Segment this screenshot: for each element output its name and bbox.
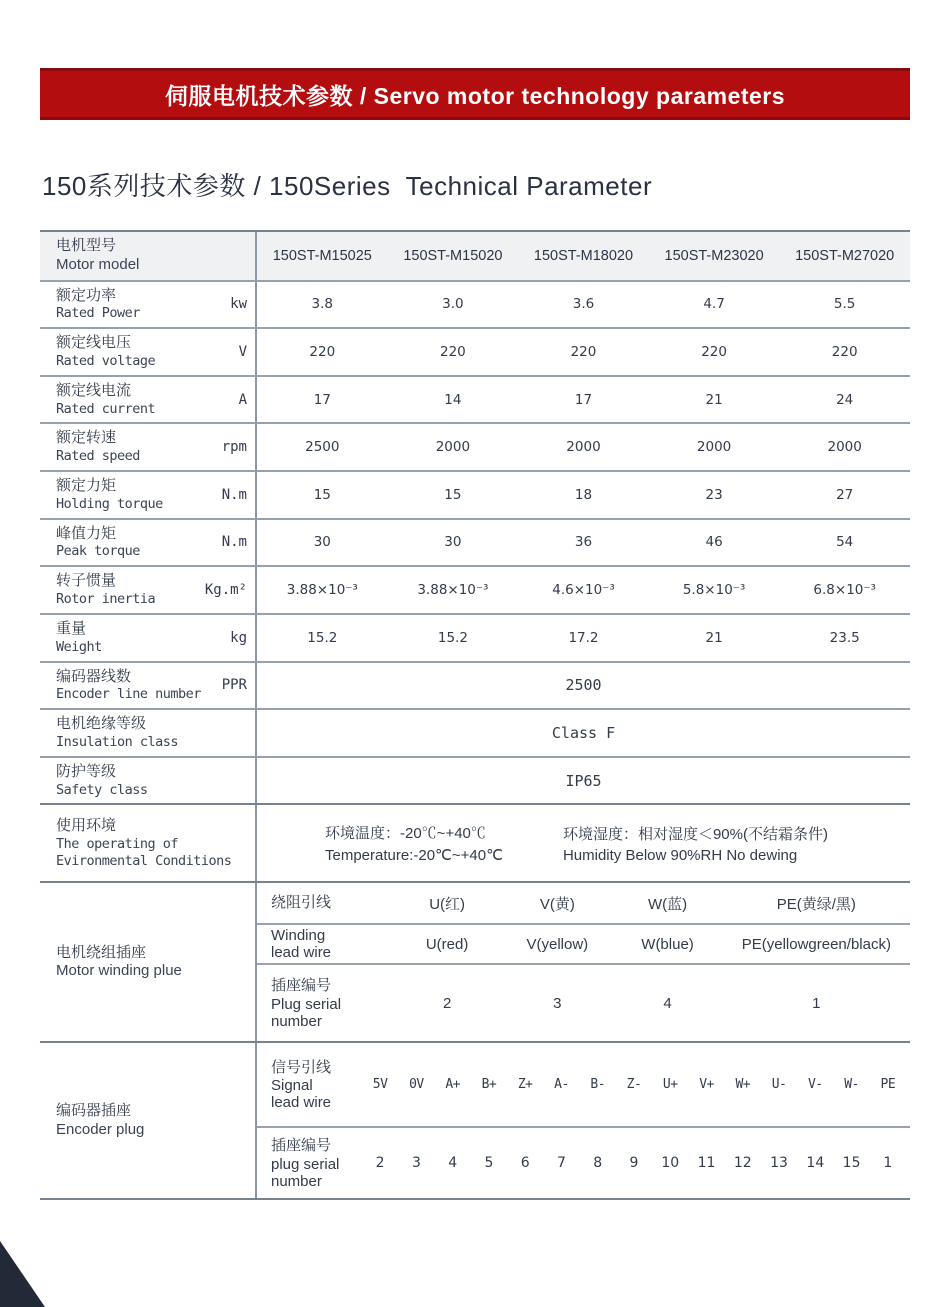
encoder-plug-number: 6 (520, 1155, 530, 1172)
page-title: 150系列技术参数 / 150Series Technical Parameter (42, 171, 653, 201)
table-header-row (40, 232, 910, 282)
row-label-en: Rated voltage (56, 352, 156, 369)
row-label-zh: 额定线电压 (56, 334, 132, 352)
section-motor-winding-plug (40, 883, 910, 1043)
signal-name: V- (807, 1077, 823, 1093)
table-row-peak-torque (40, 520, 910, 568)
row-unit: Kg.m² (204, 582, 247, 599)
winding-plug-number: 1 (812, 994, 821, 1012)
row-label-zh: 使用环境 (56, 817, 117, 835)
param-value: 220 (309, 343, 336, 360)
param-value: 23 (705, 486, 723, 503)
corner-decoration-triangle (0, 1241, 45, 1307)
encoder-serial-label-en-1: plug serial (271, 1155, 340, 1173)
table-row-insulation-class (40, 710, 910, 758)
winding-label-en: Motor winding plue (56, 962, 182, 980)
signal-name: W- (844, 1077, 859, 1093)
param-value: 15 (313, 486, 331, 503)
winding-wire-en: V(yellow) (526, 935, 589, 953)
model-name: 150ST-M27020 (795, 247, 895, 264)
section-banner-title: 伺服电机技术参数 / Servo motor technology parameters (164, 82, 786, 109)
winding-wire-label-en-2: lead wire (271, 944, 332, 962)
row-label-zh: 峰值力矩 (56, 524, 117, 542)
param-value: 17 (313, 391, 331, 408)
signal-name: PE (880, 1077, 896, 1093)
row-label-zh: 编码器线数 (56, 667, 132, 685)
encoder-signal-row (257, 1043, 910, 1128)
signal-name: U+ (662, 1077, 678, 1093)
encoder-plug-number: 1 (883, 1155, 893, 1172)
param-value: 2000 (566, 439, 601, 456)
row-label-zh: 防护等级 (56, 762, 117, 780)
winding-wire-en: U(red) (425, 935, 469, 953)
encoder-plug-number: 5 (484, 1155, 494, 1172)
param-value: 2500 (305, 439, 340, 456)
winding-plug-number: 4 (663, 994, 672, 1012)
temperature-zh: 环境温度：-20℃~+40℃ (325, 825, 486, 843)
signal-name: U- (771, 1077, 787, 1093)
signal-label-en-1: Signal (271, 1077, 313, 1095)
row-label-en: Rated current (56, 400, 156, 417)
row-label-zh: 额定线电流 (56, 381, 132, 399)
signal-name: B- (590, 1077, 606, 1093)
row-label-zh: 额定转速 (56, 429, 117, 447)
table-row-environment (40, 805, 910, 883)
row-label-en-2: Evironmental Conditions (56, 852, 232, 869)
param-value: 3.8 (311, 296, 334, 313)
table-row-rated-power (40, 282, 910, 330)
table-row-encoder-line-number (40, 663, 910, 711)
param-value: 17 (574, 391, 593, 408)
row-unit: kg (230, 629, 247, 646)
param-value: 6.8×10⁻³ (813, 582, 876, 599)
model-columns (257, 232, 910, 280)
winding-wire-zh: W(蓝) (647, 895, 688, 913)
row-unit: rpm (221, 439, 247, 456)
motor-model-label-en: Motor model (56, 255, 140, 273)
row-label-en: Encoder line number (56, 686, 201, 703)
encoder-plug-number: 10 (661, 1155, 680, 1172)
signal-name: Z+ (517, 1077, 533, 1093)
row-label-en: Insulation class (56, 733, 179, 750)
winding-label-zh: 电机绕组插座 (56, 943, 147, 961)
encoder-plug-number: 9 (629, 1155, 639, 1172)
model-name: 150ST-M15025 (272, 247, 372, 264)
row-unit: PPR (221, 677, 247, 694)
section-encoder-plug (40, 1043, 910, 1198)
header-label-cell (40, 232, 257, 280)
encoder-label-zh: 编码器插座 (56, 1102, 132, 1120)
param-value: 30 (444, 534, 462, 551)
plug-serial-label-zh: 插座编号 (271, 977, 332, 994)
winding-wire-label-en-1: Winding (271, 927, 326, 945)
param-value: 15 (444, 486, 462, 503)
param-value: 3.6 (572, 296, 595, 313)
param-value: 5.5 (833, 296, 856, 313)
winding-plug-serial-row (257, 965, 910, 1041)
table-row-safety-class (40, 758, 910, 806)
encoder-plug-number: 8 (593, 1155, 603, 1172)
signal-name: A+ (445, 1077, 460, 1093)
row-label-en: Weight (56, 638, 102, 655)
row-label-en: Holding torque (56, 495, 163, 512)
signal-label-en-2: lead wire (271, 1094, 332, 1112)
spec-table (40, 230, 910, 1200)
row-label-en: Safety class (56, 781, 148, 798)
param-value: 4.6×10⁻³ (552, 582, 615, 599)
param-value: 2000 (696, 439, 732, 456)
param-value: 24 (836, 391, 854, 408)
row-label-en: Peak torque (56, 543, 140, 560)
signal-name: W+ (735, 1077, 751, 1093)
encoder-serial-label-zh: 插座编号 (271, 1137, 332, 1154)
plug-serial-label-en-1: Plug serial (271, 995, 342, 1013)
row-label-zh: 额定功率 (56, 286, 117, 304)
param-value: 5.8×10⁻³ (682, 582, 746, 599)
encoder-plug-number: 12 (733, 1155, 752, 1172)
row-unit: N.m (221, 486, 247, 503)
span-value: IP65 (565, 771, 602, 790)
param-value: 220 (831, 343, 858, 360)
encoder-plug-number: 13 (770, 1155, 788, 1172)
row-label-en: Rated speed (56, 448, 140, 465)
model-name: 150ST-M15020 (403, 247, 503, 264)
param-value: 3.88×10⁻³ (286, 582, 358, 599)
param-value: 14 (444, 391, 462, 408)
winding-wire-zh: U(红) (429, 895, 466, 913)
row-label-en-1: The operating of (56, 835, 179, 852)
humidity-zh: 环境湿度：相对湿度＜90%(不结霜条件) (562, 825, 828, 843)
table-row-rotor-inertia (40, 567, 910, 615)
encoder-serial-label-en-2: number (271, 1172, 322, 1190)
encoder-plug-number: 14 (806, 1155, 825, 1172)
winding-wire-zh: V(黄) (539, 895, 575, 913)
param-value: 17.2 (568, 629, 599, 646)
table-row-rated-speed (40, 424, 910, 472)
row-unit: A (238, 391, 247, 408)
param-value: 18 (574, 486, 593, 503)
temperature-en: Temperature:-20℃~+40℃ (325, 847, 503, 865)
param-value: 46 (705, 534, 723, 551)
winding-wire-row-zh (257, 883, 910, 925)
table-row-holding-torque (40, 472, 910, 520)
humidity-en: Humidity Below 90%RH No dewing (562, 846, 798, 864)
param-value: 4.7 (703, 296, 725, 313)
row-label-en: Rated Power (56, 305, 140, 322)
signal-name: V+ (699, 1077, 714, 1093)
param-value: 27 (836, 486, 854, 503)
row-unit: V (238, 343, 247, 360)
param-value: 21 (705, 391, 723, 408)
model-name: 150ST-M18020 (533, 247, 634, 264)
param-value: 15.2 (307, 629, 338, 646)
winding-wire-label-zh: 绕阻引线 (271, 894, 332, 911)
encoder-plug-number: 15 (842, 1155, 861, 1172)
signal-name: Z- (626, 1077, 642, 1093)
encoder-label-en: Encoder plug (56, 1120, 145, 1138)
param-value: 54 (836, 534, 854, 551)
row-label-zh: 额定力矩 (56, 477, 117, 494)
param-value: 3.0 (442, 296, 464, 313)
encoder-plug-number: 4 (448, 1155, 458, 1172)
motor-model-label-zh: 电机型号 (56, 237, 117, 254)
row-unit: kw (230, 296, 247, 313)
winding-wire-zh: PE(黄绿/黑) (776, 895, 856, 913)
row-label-zh: 重量 (56, 619, 87, 637)
table-row-rated-voltage (40, 329, 910, 377)
encoder-plug-number: 3 (411, 1155, 421, 1172)
row-label-en: Rotor inertia (56, 591, 156, 607)
param-value: 220 (701, 343, 727, 360)
param-value: 220 (570, 343, 597, 360)
param-value: 23.5 (829, 629, 860, 646)
table-row-rated-current (40, 377, 910, 425)
param-value: 15.2 (437, 629, 468, 646)
winding-wire-row-en (257, 925, 910, 965)
environment-humidity (563, 823, 828, 864)
signal-name: A- (554, 1077, 569, 1093)
row-unit: N.m (221, 534, 247, 551)
param-value: 3.88×10⁻³ (417, 582, 489, 599)
param-value: 30 (313, 534, 331, 551)
winding-wire-en: W(blue) (641, 935, 694, 953)
signal-name: B+ (481, 1077, 497, 1093)
environment-temperature (325, 822, 503, 864)
signal-name: 5V (372, 1077, 388, 1093)
span-value: Class F (551, 723, 616, 742)
encoder-plug-serial-row (257, 1128, 910, 1198)
model-name: 150ST-M23020 (664, 247, 764, 264)
encoder-plug-number: 7 (557, 1155, 566, 1172)
encoder-plug-number: 2 (375, 1155, 385, 1172)
param-value: 220 (440, 343, 466, 360)
winding-plug-number: 3 (553, 994, 562, 1012)
table-row-weight (40, 615, 910, 663)
row-label-zh: 转子惯量 (56, 572, 117, 590)
param-value: 2000 (827, 439, 862, 456)
winding-wire-en: PE(yellowgreen/black) (741, 935, 891, 953)
encoder-plug-number: 11 (697, 1155, 716, 1172)
param-value: 2000 (435, 439, 471, 456)
signal-name: 0V (409, 1077, 424, 1093)
winding-plug-number: 2 (442, 994, 452, 1012)
plug-serial-label-en-2: number (271, 1012, 322, 1030)
row-label-zh: 电机绝缘等级 (56, 715, 147, 733)
signal-label-zh: 信号引线 (271, 1058, 332, 1076)
section-banner (40, 68, 910, 120)
span-value: 2500 (565, 676, 602, 695)
param-value: 36 (574, 534, 593, 551)
param-value: 21 (705, 629, 723, 646)
